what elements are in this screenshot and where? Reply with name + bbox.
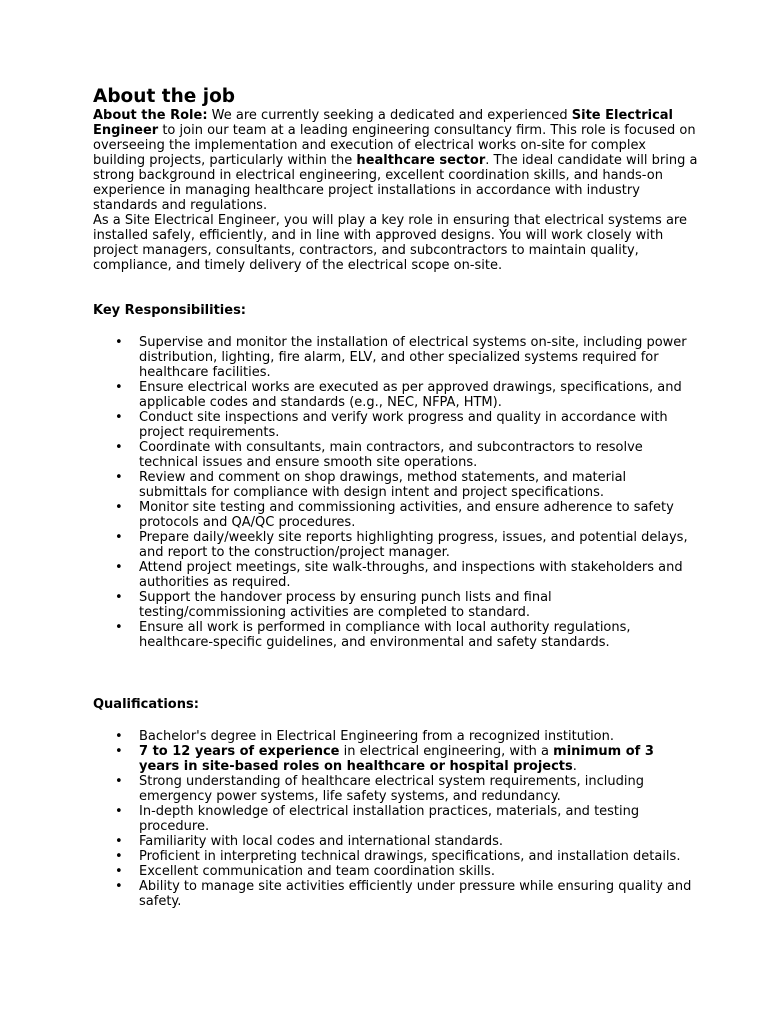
list-item-text: . (572, 759, 577, 774)
bullet: • (115, 849, 123, 864)
list-item-text: in electrical engineering, with a (339, 744, 554, 759)
bullet: • (115, 470, 123, 485)
qualifications-list (93, 729, 698, 909)
list-item (93, 849, 698, 864)
list-item (93, 440, 698, 470)
intro-paragraph-2: As a Site Electrical Engineer, you will play a key role in ensuring that electrical systems are installed safely, efficiently, and in line with approved designs. You will work closely with project managers, consultants, contractors, and subcontractors to maintain quality, compliance, and timely delivery of the electrical scope on-site. (93, 213, 687, 273)
list-item-text: Attend project meetings, site walk-throughs, and inspections with stakeholders and authorities as required. (139, 560, 683, 590)
list-item (93, 470, 698, 500)
list-item (93, 879, 698, 909)
bullet: • (115, 879, 123, 894)
list-item-text: In-depth knowledge of electrical installation practices, materials, and testing procedure. (139, 804, 640, 834)
bullet: • (115, 864, 123, 879)
qualifications-title: Qualifications: (93, 697, 199, 712)
list-item (93, 590, 698, 620)
list-item (93, 864, 698, 879)
list-item-text: Prepare daily/weekly site reports highlighting progress, issues, and potential delays, and report to the construction/project manager. (139, 530, 688, 560)
list-item (93, 774, 698, 804)
list-item-text: Support the handover process by ensuring punch lists and final testing/commissioning activities are completed to standard. (139, 590, 552, 620)
responsibilities-title: Key Responsibilities: (93, 303, 247, 318)
bullet: • (115, 410, 123, 425)
bullet: • (115, 729, 123, 744)
intro-bold-role: Site Electrical Engineer (93, 108, 674, 138)
list-item-text: Ensure all work is performed in compliance with local authority regulations, healthcare-specific guidelines, and environmental and safety standards. (139, 620, 631, 650)
bullet: • (115, 380, 123, 395)
list-item-text: Familiarity with local codes and international standards. (139, 834, 504, 849)
list-item (93, 804, 698, 834)
list-item (93, 410, 698, 440)
list-item (93, 744, 698, 774)
page-title: About the job (93, 86, 236, 107)
list-item-text: Bachelor's degree in Electrical Engineering from a recognized institution. (139, 729, 615, 744)
bullet: • (115, 620, 123, 635)
list-item (93, 335, 698, 380)
experience-minimum: minimum of 3 years in site-based roles on healthcare or hospital projects (139, 744, 654, 774)
responsibilities-list (93, 335, 698, 650)
list-item-text: Ability to manage site activities efficiently under pressure while ensuring quality and safety. (139, 879, 692, 909)
bullet: • (115, 530, 123, 545)
intro-text-3: . The ideal candidate will bring a strong background in electrical engineering, excellent coordination skills, and hands-on experience in managing healthcare project installations in accordance with industry standards and regulations. (93, 153, 698, 213)
bullet: • (115, 590, 123, 605)
list-item (93, 729, 698, 744)
list-item-text: Ensure electrical works are executed as per approved drawings, specifications, and applicable codes and standards (e.g., NEC, NFPA, HTM). (139, 380, 682, 410)
bullet: • (115, 744, 123, 759)
list-item (93, 560, 698, 590)
list-item-text: Monitor site testing and commissioning activities, and ensure adherence to safety protocols and QA/QC procedures. (139, 500, 674, 530)
bullet: • (115, 335, 123, 350)
bullet: • (115, 804, 123, 819)
list-item (93, 530, 698, 560)
intro-text-1: We are currently seeking a dedicated and experienced (207, 108, 572, 123)
intro-label: About the Role: (93, 108, 208, 123)
bullet: • (115, 774, 123, 789)
list-item-text: Review and comment on shop drawings, method statements, and material submittals for compliance with design intent and project specifications. (139, 470, 627, 500)
experience-years: 7 to 12 years of experience (139, 744, 340, 759)
bullet: • (115, 834, 123, 849)
list-item (93, 834, 698, 849)
intro-paragraph (93, 108, 698, 213)
list-item (93, 500, 698, 530)
list-item-text: Proficient in interpreting technical drawings, specifications, and installation details. (139, 849, 681, 864)
bullet: • (115, 560, 123, 575)
list-item (93, 620, 698, 650)
list-item-text: Supervise and monitor the installation of electrical systems on-site, including power distribution, lighting, fire alarm, ELV, and other specialized systems required for healthcare facilities. (139, 335, 687, 380)
list-item-text: Excellent communication and team coordination skills. (139, 864, 495, 879)
list-item-text: Conduct site inspections and verify work progress and quality in accordance with project requirements. (139, 410, 668, 440)
intro-bold-sector: healthcare sector (356, 153, 486, 168)
bullet: • (115, 440, 123, 455)
bullet: • (115, 500, 123, 515)
intro-text-2: to join our team at a leading engineering consultancy firm. This role is focused on overseeing the implementation and execution of electrical works on-site for complex building projects, particularly within the (93, 123, 696, 168)
list-item-text: Strong understanding of healthcare electrical system requirements, including emergency power systems, life safety systems, and redundancy. (139, 774, 644, 804)
list-item-text: Coordinate with consultants, main contractors, and subcontractors to resolve technical issues and ensure smooth site operations. (139, 440, 643, 470)
list-item (93, 380, 698, 410)
